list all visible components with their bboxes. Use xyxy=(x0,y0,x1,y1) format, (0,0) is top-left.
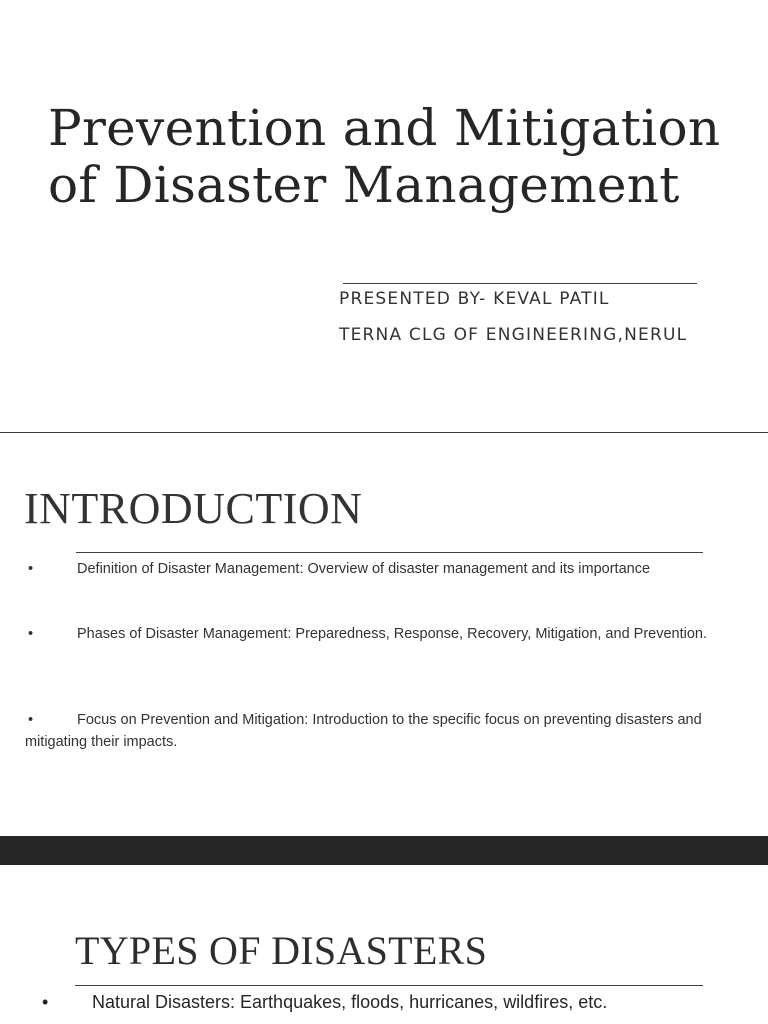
bullet-text: Focus on Prevention and Mitigation: Introduction to the specific focus on preventing disasters and mitigating their impacts. xyxy=(25,712,702,750)
bullet-icon: • xyxy=(28,561,34,577)
title-line-1: Prevention and Mitigation xyxy=(48,99,721,157)
bullet-text: Phases of Disaster Management: Preparedness, Response, Recovery, Mitigation, and Prevention. xyxy=(77,626,708,642)
heading-underline xyxy=(75,985,703,986)
bullet-text: Natural Disasters: Earthquakes, floods, hurricanes, wildfires, etc. xyxy=(92,992,608,1012)
introduction-heading: INTRODUCTION xyxy=(24,484,363,533)
title-slide xyxy=(0,0,768,432)
bullet-icon: • xyxy=(28,626,34,642)
presenter-name: PRESENTED BY- KEVAL PATIL xyxy=(339,289,610,309)
list-item xyxy=(25,559,715,581)
introduction-slide xyxy=(0,433,768,836)
types-of-disasters-slide xyxy=(0,865,768,1024)
bullet-icon: • xyxy=(42,992,49,1012)
presentation-title xyxy=(48,100,748,214)
college-name: TERNA CLG OF ENGINEERING,NERUL xyxy=(339,325,688,345)
title-line-2: of Disaster Management xyxy=(48,156,680,214)
list-item xyxy=(25,710,715,753)
list-item xyxy=(25,624,715,646)
list-item xyxy=(42,992,607,1013)
slide-separator-bar xyxy=(0,836,768,865)
title-divider-rule xyxy=(343,283,697,284)
bullet-icon: • xyxy=(28,712,34,728)
bullet-text: Definition of Disaster Management: Overview of disaster management and its importance xyxy=(77,561,651,577)
heading-underline xyxy=(76,552,703,553)
types-heading: TYPES OF DISASTERS xyxy=(75,928,488,973)
